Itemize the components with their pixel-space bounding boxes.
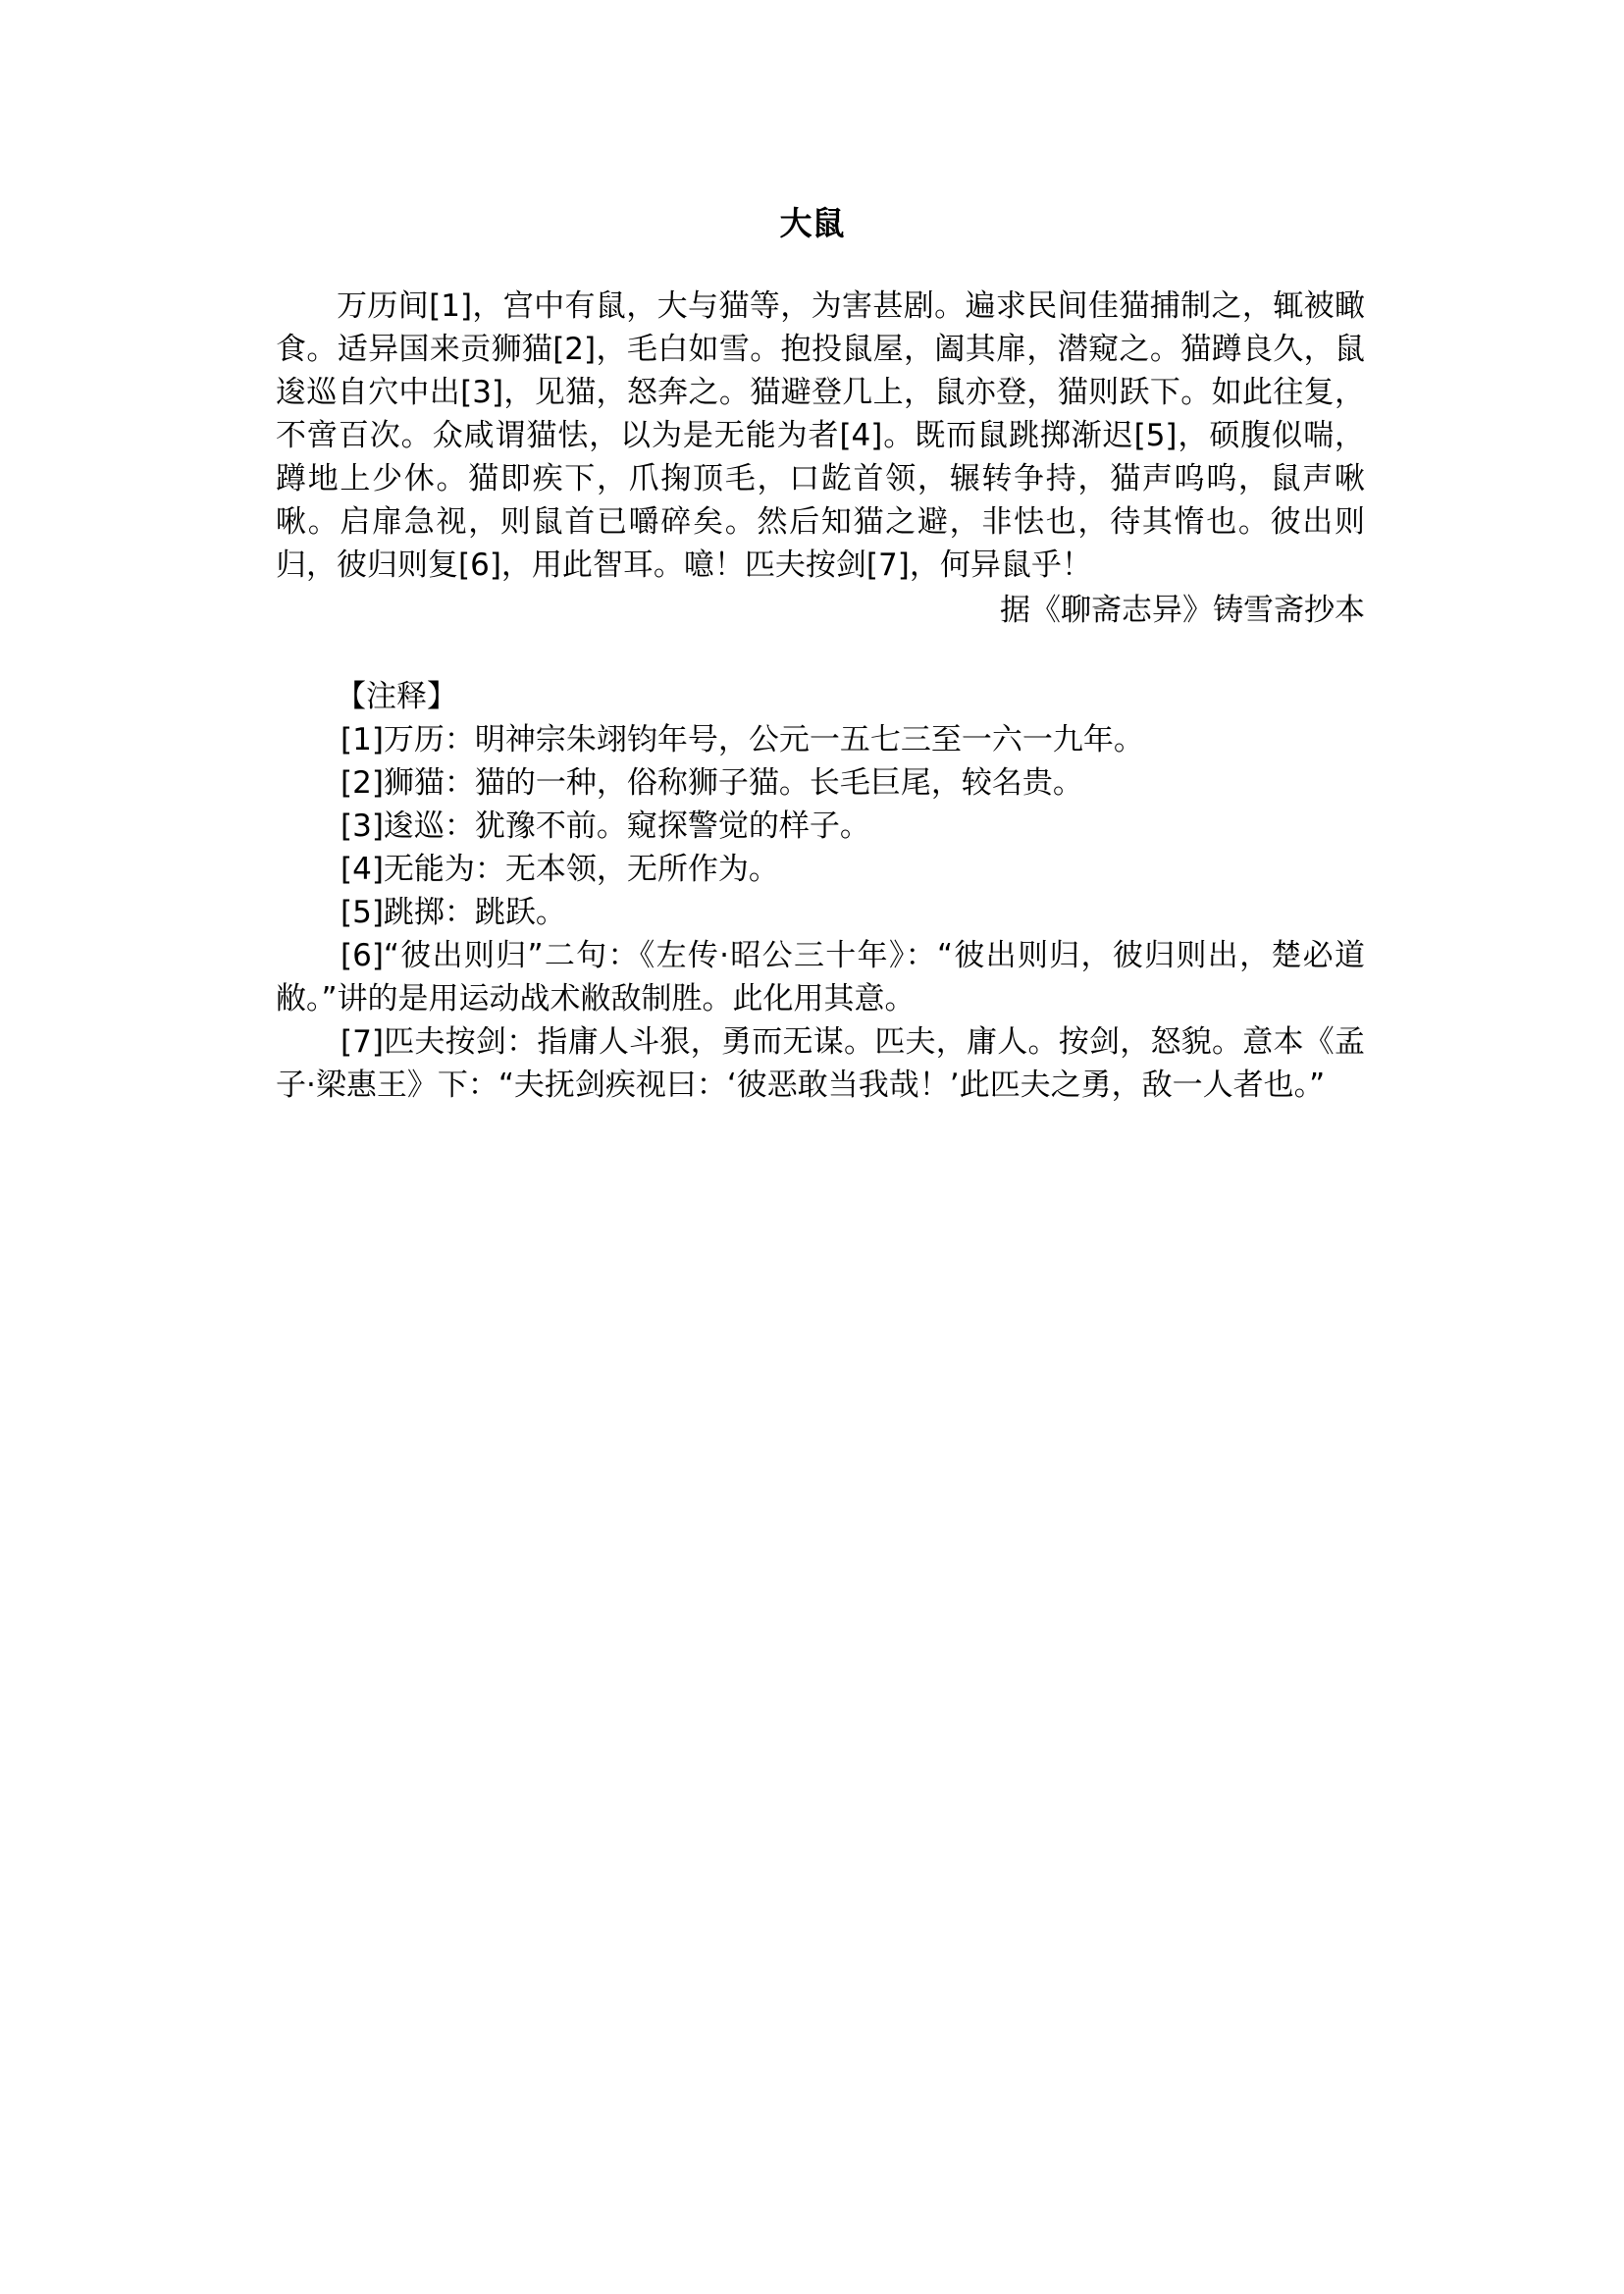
note-item: [3]逡巡：犹豫不前。窥探警觉的样子。 xyxy=(341,808,870,844)
note-item: [1]万历：明神宗朱翊钧年号，公元一五七三至一六一九年。 xyxy=(341,722,1144,757)
notes-heading: 【注释】 xyxy=(336,679,457,714)
note-item: [4]无能为：无本领，无所作为。 xyxy=(341,852,779,887)
note-item: [7]匹夫按剑：指庸人斗狠，勇而无谋。匹夫，庸人。按剑，怒貌。意本《孟子·梁惠王》下：“夫抚剑疾视曰：‘彼恶敢当我哉！’此匹夫之勇，敌一人者也。” xyxy=(276,1024,1365,1103)
notes-section xyxy=(276,675,1365,1107)
note-item: [5]跳掷：跳跃。 xyxy=(341,895,566,930)
note-item: [2]狮猫：猫的一种，俗称狮子猫。长毛巨尾，较名贵。 xyxy=(341,765,1083,801)
body-paragraph: 万历间[1]，宫中有鼠，大与猫等，为害甚剧。遍求民间佳猫捕制之，辄被瞰食。适异国来贡狮猫[2]，毛白如雪。抱投鼠屋，阖其扉，潜窥之。猫蹲良久，鼠逡巡自穴中出[3]，见猫，怒奔之。猫避登几上，鼠亦登，猫则跃下。如此往复，不啻百次。众咸谓猫怯，以为是无能为者[4]。既而鼠跳掷渐迟[5]，硕腹似喘，蹲地上少休。猫即疾下，爪掬顶毛，口龁首领，辗转争持，猫声呜呜，鼠声啾啾。启扉急视，则鼠首已嚼碎矣。然后知猫之避，非怯也，待其惰也。彼出则归，彼归则复[6]，用此智耳。噫！匹夫按剑[7]，何异鼠乎！ xyxy=(276,288,1365,583)
document-title: 大鼠 xyxy=(779,204,845,242)
body-text xyxy=(276,285,1365,587)
source-citation: 据《聊斋志异》铸雪斋抄本 xyxy=(1000,593,1365,628)
note-item: [6]“彼出则归”二句：《左传·昭公三十年》：“彼出则归，彼归则出，楚必道敝。”讲的是用运动战术敝敌制胜。此化用其意。 xyxy=(276,938,1365,1017)
